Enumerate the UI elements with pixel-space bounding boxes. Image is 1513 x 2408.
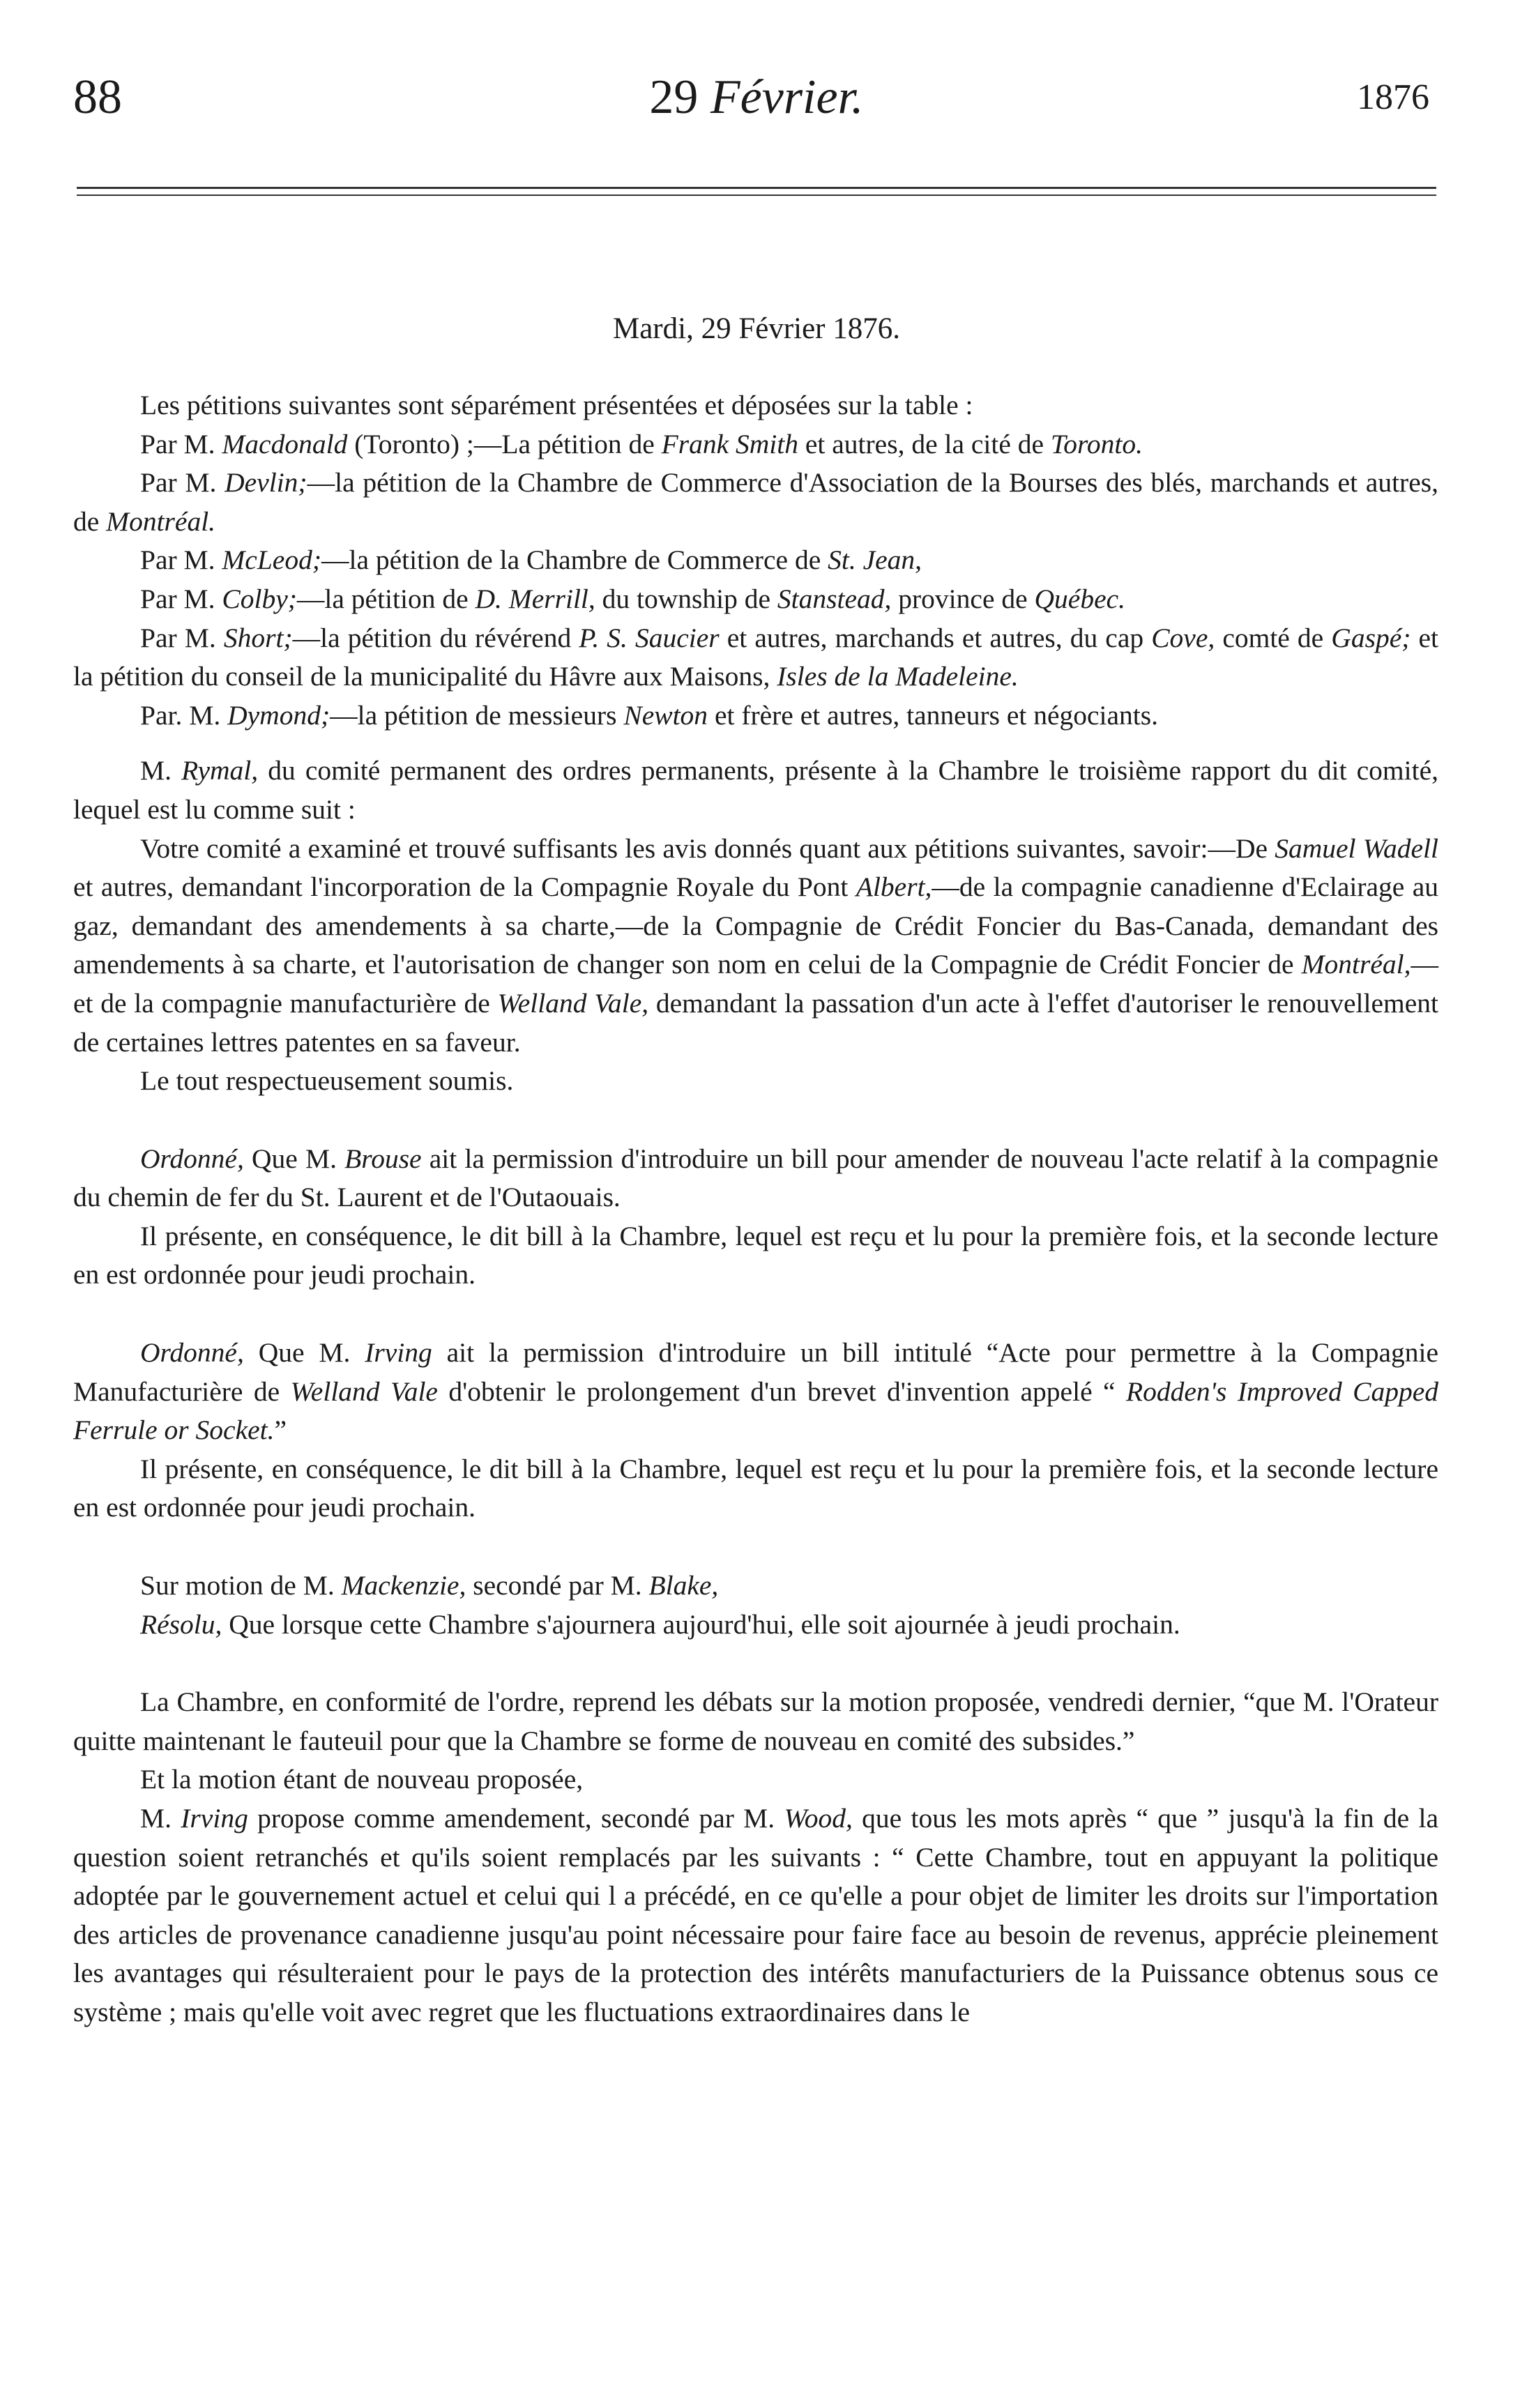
text-run: —la pétition de la Chambre de Commerce d'Association de la Bourses des blés, marchands et autres, de	[73, 467, 1438, 537]
text-run: Par M.	[140, 622, 224, 653]
text-run: —la pétition de la Chambre de Commerce de	[321, 544, 828, 576]
italic-run: Ordonné,	[140, 1143, 244, 1174]
italic-run: Montréal,	[1301, 949, 1411, 980]
italic-run: D. Merrill,	[475, 583, 595, 614]
italic-run: Mackenzie,	[341, 1570, 466, 1601]
italic-run: Newton	[623, 699, 708, 731]
italic-run: Irving	[365, 1337, 432, 1369]
italic-run: Isles de la Madeleine.	[777, 661, 1019, 692]
italic-run: Résolu,	[140, 1608, 222, 1640]
italic-run: Dymond;	[227, 699, 330, 731]
italic-run: P. S. Saucier	[579, 622, 720, 653]
text-run: Par M.	[140, 467, 225, 498]
italic-run: Québec.	[1034, 583, 1126, 614]
text-run: demandant la passation d'un acte à l'effet d'autoriser le renouvellement de certaines lettres patentes en sa faveur.	[73, 987, 1438, 1058]
text-run: —de la compagnie canadienne d'Eclairage au gaz, demandant des amendements à sa charte,—de la Compagnie de Crédit Foncier du Bas-Canada, demandant des amendements à sa charte, et l'autorisation de changer son nom en celui de la Compagnie de Crédit Foncier de	[73, 871, 1438, 980]
paragraph-p19	[73, 1799, 1438, 2032]
text-run: (Toronto) ;—La pétition de	[347, 428, 662, 459]
italic-run: Frank Smith	[661, 428, 798, 459]
paragraph-p8	[73, 752, 1438, 829]
text-run: Par. M.	[140, 699, 228, 731]
italic-run: Colby;	[222, 583, 297, 614]
text-run: Que M.	[243, 1143, 345, 1174]
text-run: Les pétitions suivantes sont séparément présentées et déposées sur la table :	[140, 390, 973, 420]
text-run: du township de	[595, 583, 777, 614]
header-day: 29	[649, 70, 699, 124]
text-run: ait la permission d'introduire un bill intitulé “Acte pour permettre à la Compagnie Manufacturière de	[73, 1337, 1438, 1407]
text-run: et frère et autres, tanneurs et négociants.	[708, 699, 1159, 731]
italic-run: Gaspé;	[1331, 622, 1411, 653]
header-rule-top	[77, 187, 1436, 189]
text-run: d'obtenir le prolongement d'un brevet d'invention appelé “	[437, 1376, 1126, 1407]
text-run: Il présente, en conséquence, le dit bill à la Chambre, lequel est reçu et lu pour la première fois, et la seconde lecture en est ordonnée pour jeudi prochain.	[73, 1220, 1438, 1290]
text-run: Le tout respectueusement soumis.	[140, 1065, 514, 1097]
text-run: comté de	[1215, 622, 1332, 653]
paragraph-p1	[73, 386, 1438, 425]
text-run: —la pétition de messieurs	[330, 699, 624, 731]
text-run: M.	[140, 1803, 181, 1834]
paragraph-p5	[73, 580, 1438, 619]
text-run: province de	[891, 583, 1035, 614]
header-year: 1876	[1357, 77, 1429, 117]
text-run: Que M.	[243, 1337, 365, 1369]
text-run: Par M.	[140, 544, 222, 576]
text-run: —la pétition du révérend	[292, 622, 579, 653]
text-run: propose comme amendement, secondé par M.	[248, 1803, 784, 1834]
paragraph-p3	[73, 464, 1438, 541]
text-run: —et de la compagnie manufacturière de	[73, 949, 1438, 1019]
text-run: Par M.	[140, 428, 222, 459]
paragraph-p7	[73, 696, 1438, 736]
italic-run: Blake,	[648, 1570, 719, 1601]
paragraph-p9	[73, 830, 1438, 1062]
italic-run: Montréal.	[106, 505, 216, 537]
paragraph-p4	[73, 541, 1438, 580]
body-text	[73, 386, 1438, 2032]
italic-run: Welland Vale	[290, 1376, 438, 1407]
header-month: Février.	[710, 70, 864, 124]
italic-run: McLeod;	[222, 544, 321, 576]
date-heading: Mardi, 29 Février 1876.	[612, 312, 900, 345]
text-run: que tous les mots après “ que ” jusqu'à la fin de la question soient retranchés et qu'ils soient remplacés par les suivants : “ Cette Chambre, tout en appuyant la politique adoptée par le gouvernement actuel et celui qui l a précédé, en ce qu'elle a pour objet de limiter les droits sur l'importation des articles de provenance canadienne jusqu'au point nécessaire pour faire face au besoin de revenus, apprécie pleinement les avantages qui résulteraient pour le pays de la protection des intérêts manufacturiers de la Puissance obtenus sous ce système ; mais qu'elle voit avec regret que les fluctuations extraordinaires dans le	[73, 1803, 1438, 2027]
paragraph-p16	[73, 1606, 1438, 1645]
paragraph-p2	[73, 425, 1438, 464]
italic-run: Welland Vale,	[497, 987, 649, 1019]
running-header	[0, 70, 1513, 125]
paragraph-p12	[73, 1217, 1438, 1295]
text-run: La Chambre, en conformité de l'ordre, reprend les débats sur la motion proposée, vendredi dernier, “que M. l'Orateur quitte maintenant le fauteuil pour que la Chambre se forme de nouveau en comité des subsides.”	[73, 1686, 1438, 1756]
italic-run: Macdonald	[222, 428, 348, 459]
italic-run: Ordonné,	[140, 1337, 244, 1369]
paragraph-p11	[73, 1140, 1438, 1217]
italic-run: Short;	[223, 622, 293, 653]
italic-run: Albert,	[856, 871, 932, 903]
paragraph-p18	[73, 1760, 1438, 1799]
text-run: —la pétition de	[296, 583, 476, 614]
text-run: Il présente, en conséquence, le dit bill à la Chambre, lequel est reçu et lu pour la première fois, et la seconde lecture en est ordonnée pour jeudi prochain.	[73, 1453, 1438, 1523]
text-run: Par M.	[140, 583, 222, 614]
italic-run: Rodden's Improved Capped Ferrule or Socket.	[73, 1376, 1438, 1446]
italic-run: Wood,	[784, 1803, 853, 1834]
paragraph-p13	[73, 1334, 1438, 1450]
paragraph-p15	[73, 1567, 1438, 1606]
paragraph-p6	[73, 619, 1438, 696]
text-run: et autres, de la cité de	[798, 428, 1051, 459]
italic-run: Stanstead,	[777, 583, 892, 614]
page-number: 88	[73, 70, 122, 124]
italic-run: Samuel Wadell	[1275, 832, 1438, 864]
text-run: Et la motion étant de nouveau proposée,	[140, 1764, 584, 1795]
text-run: M.	[140, 755, 182, 786]
text-run: et la pétition du conseil de la municipalité du Hâvre aux Maisons,	[73, 622, 1438, 692]
text-run: du comité permanent des ordres permanents, présente à la Chambre le troisième rapport du dit comité, lequel est lu comme suit :	[73, 755, 1438, 825]
text-run: secondé par M.	[466, 1570, 649, 1601]
text-run: ”	[274, 1415, 287, 1446]
italic-run: Devlin;	[225, 467, 307, 498]
paragraph-p14	[73, 1450, 1438, 1527]
paragraph-p17	[73, 1683, 1438, 1760]
header-rule-bottom	[77, 195, 1436, 196]
text-run: et autres, marchands et autres, du cap	[719, 622, 1152, 653]
text-run: Votre comité a examiné et trouvé suffisants les avis donnés quant aux pétitions suivantes, savoir:—De	[140, 832, 1275, 864]
italic-run: Irving	[181, 1803, 248, 1834]
italic-run: St. Jean,	[828, 544, 922, 576]
italic-run: Toronto.	[1050, 428, 1143, 459]
paragraph-p10	[73, 1062, 1438, 1101]
italic-run: Cove,	[1151, 622, 1215, 653]
text-run: Que lorsque cette Chambre s'ajournera aujourd'hui, elle soit ajournée à jeudi prochain.	[222, 1608, 1180, 1640]
text-run: ait la permission d'introduire un bill pour amender de nouveau l'acte relatif à la compagnie du chemin de fer du St. Laurent et de l'Outaouais.	[73, 1143, 1439, 1213]
italic-run: Rymal,	[181, 755, 259, 786]
italic-run: Brouse	[344, 1143, 422, 1174]
text-run: et autres, demandant l'incorporation de la Compagnie Royale du Pont	[73, 871, 856, 903]
text-run: Sur motion de M.	[140, 1570, 342, 1601]
